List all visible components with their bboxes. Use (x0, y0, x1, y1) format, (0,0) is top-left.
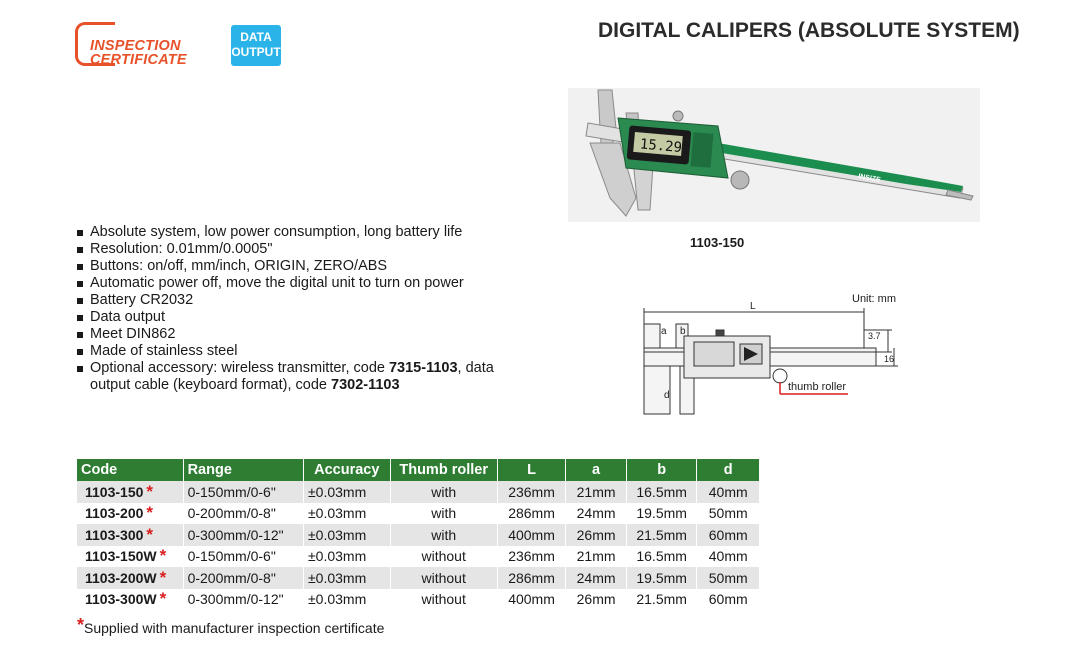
footnote (77, 615, 384, 636)
feature-item: Battery CR2032 (76, 292, 516, 309)
cell-thumb: with (390, 503, 497, 525)
footnote-star-icon: * (77, 615, 85, 635)
spec-table (77, 459, 759, 610)
feature-item-accessories (76, 360, 516, 394)
cell-L: 400mm (497, 589, 566, 611)
header-L: L (497, 459, 566, 481)
cell-range: 0-200mm/0-8" (183, 503, 303, 525)
diagram-lock-screw (716, 330, 724, 336)
cell-thumb: without (390, 589, 497, 611)
certificate-star-icon: * (146, 503, 154, 523)
cell-range: 0-300mm/0-12" (183, 524, 303, 546)
cell-range: 0-150mm/0-6" (183, 481, 303, 503)
label-dim-16: 16 (884, 354, 895, 364)
cell-range: 0-300mm/0-12" (183, 589, 303, 611)
cell-accuracy: ±0.03mm (304, 589, 391, 611)
accessory-text-a: Optional accessory: wireless transmitter, code (90, 360, 389, 376)
cell-b: 16.5mm (626, 481, 697, 503)
cell-accuracy: ±0.03mm (304, 481, 391, 503)
lcd-reading: 15.29 (639, 136, 683, 157)
page-title: DIGITAL CALIPERS (ABSOLUTE SYSTEM) (598, 19, 1020, 42)
cell-d: 60mm (697, 524, 759, 546)
cell-d: 40mm (697, 481, 759, 503)
table-row (77, 481, 759, 503)
cell-b: 21.5mm (626, 524, 697, 546)
cell-code: 1103-200W * (77, 567, 183, 589)
cell-thumb: with (390, 481, 497, 503)
table-header-row (77, 459, 759, 481)
cell-d: 50mm (697, 567, 759, 589)
caliper-illustration (568, 88, 980, 222)
cell-accuracy: ±0.03mm (304, 546, 391, 568)
cell-a: 24mm (566, 503, 627, 525)
cell-d: 50mm (697, 503, 759, 525)
cell-thumb: with (390, 524, 497, 546)
header-accuracy: Accuracy (304, 459, 391, 481)
product-photo (568, 88, 980, 222)
cell-code: 1103-300W * (77, 589, 183, 611)
table-row (77, 546, 759, 568)
header-thumb-roller: Thumb roller (390, 459, 497, 481)
footnote-text: Supplied with manufacturer inspection certificate (84, 620, 385, 636)
header-b: b (626, 459, 697, 481)
cell-a: 26mm (566, 524, 627, 546)
feature-item: Data output (76, 309, 516, 326)
feature-item: Resolution: 0.01mm/0.0005" (76, 241, 516, 258)
header-code: Code (77, 459, 183, 481)
certificate-star-icon: * (159, 567, 167, 587)
cell-accuracy: ±0.03mm (304, 503, 391, 525)
data-output-line-2: OUTPUT (231, 45, 281, 59)
feature-item: Made of stainless steel (76, 343, 516, 360)
certificate-star-icon: * (146, 481, 154, 501)
label-b: b (680, 326, 686, 337)
cell-code: 1103-200 * (77, 503, 183, 525)
inspection-certificate-badge (75, 22, 213, 68)
cell-L: 236mm (497, 481, 566, 503)
table-row (77, 589, 759, 611)
cell-L: 236mm (497, 546, 566, 568)
brand-mark: INSIZE (857, 173, 882, 184)
header-a: a (566, 459, 627, 481)
cell-b: 21.5mm (626, 589, 697, 611)
data-output-line-1: DATA (240, 30, 272, 44)
label-dim-3-7: 3.7 (868, 331, 881, 341)
cell-accuracy: ±0.03mm (304, 567, 391, 589)
feature-item: Buttons: on/off, mm/inch, ORIGIN, ZERO/ABS (76, 258, 516, 275)
feature-item: Absolute system, low power consumption, long battery life (76, 224, 516, 241)
certificate-star-icon: * (159, 589, 167, 609)
label-L: L (750, 301, 756, 312)
cell-code: 1103-150 * (77, 481, 183, 503)
cell-d: 60mm (697, 589, 759, 611)
cell-L: 286mm (497, 567, 566, 589)
header-range: Range (183, 459, 303, 481)
label-d: d (664, 390, 670, 401)
cell-thumb: without (390, 546, 497, 568)
cell-a: 21mm (566, 481, 627, 503)
table-row (77, 524, 759, 546)
unit-note: Unit: mm (852, 293, 896, 305)
cell-code: 1103-300 * (77, 524, 183, 546)
cell-b: 19.5mm (626, 567, 697, 589)
cell-range: 0-200mm/0-8" (183, 567, 303, 589)
diagram-upper-jaw-fixed (644, 324, 660, 348)
feature-item: Meet DIN862 (76, 326, 516, 343)
certificate-line-2: CERTIFICATE (90, 52, 187, 68)
diagram-display (694, 342, 734, 366)
cell-accuracy: ±0.03mm (304, 524, 391, 546)
diagram-thumb-roller (773, 369, 787, 383)
cell-code: 1103-150W * (77, 546, 183, 568)
dimension-diagram (636, 290, 906, 420)
feature-item: Automatic power off, move the digital unit to turn on power (76, 275, 516, 292)
cell-d: 40mm (697, 546, 759, 568)
cell-a: 24mm (566, 567, 627, 589)
feature-list (76, 224, 516, 394)
dimension-drawing (636, 290, 906, 420)
cell-b: 19.5mm (626, 503, 697, 525)
certificate-star-icon: * (159, 546, 167, 566)
cell-range: 0-150mm/0-6" (183, 546, 303, 568)
data-cable-code: 7302-1103 (331, 377, 400, 393)
cell-a: 26mm (566, 589, 627, 611)
cell-L: 286mm (497, 503, 566, 525)
accessory-text-b: , data output cable (keyboard format), code (90, 360, 494, 393)
product-caption: 1103-150 (690, 235, 745, 250)
cell-L: 400mm (497, 524, 566, 546)
header-d: d (697, 459, 759, 481)
lock-screw-icon (673, 111, 683, 121)
label-a: a (661, 326, 667, 337)
data-output-badge (231, 25, 281, 66)
button-panel (691, 132, 714, 168)
label-thumb-roller: thumb roller (788, 381, 847, 393)
table-row (77, 503, 759, 525)
wireless-transmitter-code: 7315-1103 (388, 360, 458, 376)
thumb-roller-wheel (731, 171, 749, 189)
certificate-star-icon: * (146, 524, 154, 544)
cell-b: 16.5mm (626, 546, 697, 568)
table-row (77, 567, 759, 589)
cell-thumb: without (390, 567, 497, 589)
cell-a: 21mm (566, 546, 627, 568)
certificate-line-1: INSPECTION (90, 38, 181, 54)
